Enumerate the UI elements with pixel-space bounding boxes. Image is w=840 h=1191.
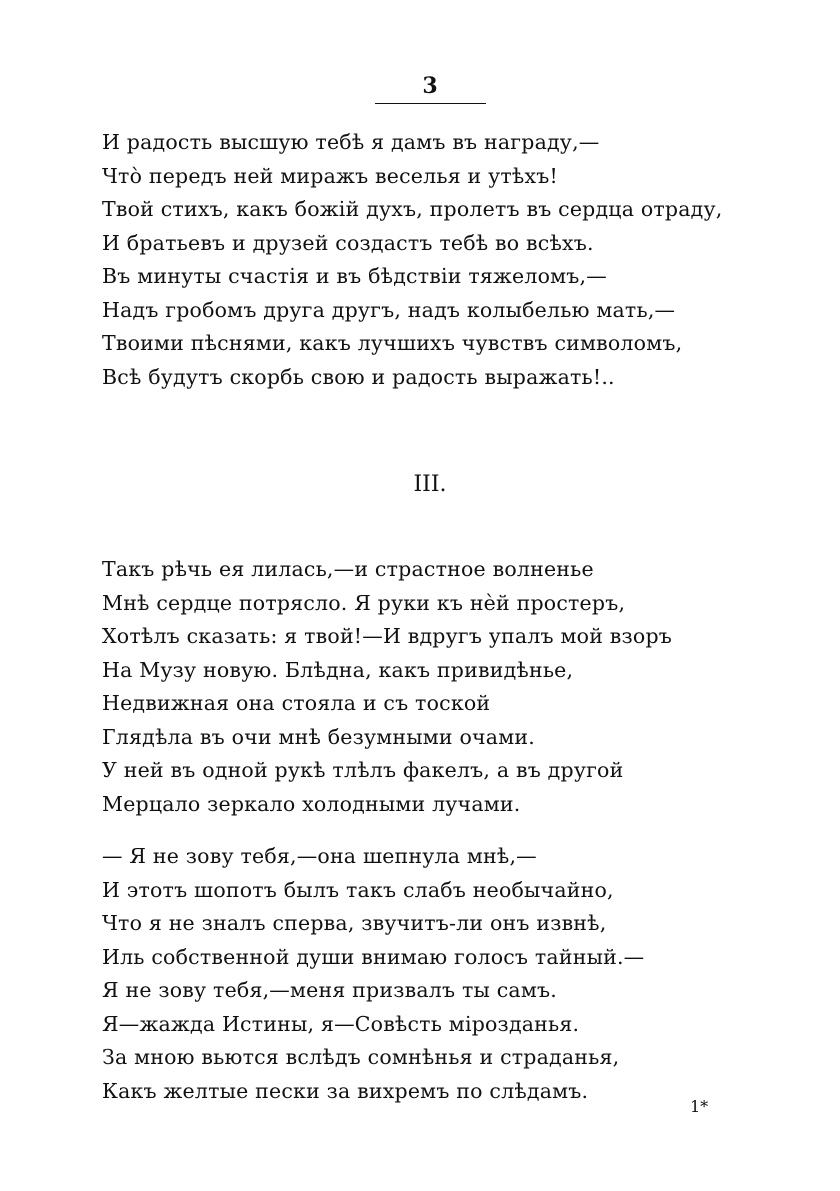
verse-line: Глядѣла въ очи мнѣ безумными очами. [102, 724, 535, 749]
stanza-1 [102, 126, 722, 394]
verse-line: Недвижная она стояла и съ тоской [102, 691, 491, 715]
stanza-2 [102, 553, 672, 821]
verse-line: Мерцало зеркало холодными лучами. [102, 791, 521, 816]
verse-line: Въ минуты счастія и въ бѣдствіи тяжеломъ,— [102, 264, 607, 288]
verse-line: Я не зову тебя,—меня призвалъ ты самъ. [102, 978, 557, 1002]
stanza-3 [102, 840, 644, 1108]
verse-line: Твой стихъ, какъ божій духъ, пролетъ въ сердца отраду, [102, 197, 723, 221]
verse-line: У ней въ одной рукѣ тлѣлъ факелъ, а въ другой [102, 758, 624, 782]
verse-line: — Я не зову тебя,—она шепнула мнѣ,— [102, 844, 537, 868]
verse-line: Всѣ будутъ скорбь свою и радость выражать!.. [102, 364, 615, 389]
verse-line: Такъ рѣчь ея лилась,—и страстное волненье [102, 557, 594, 581]
verse-line: Что̀ передъ ней миражъ веселья и утѣхъ! [102, 163, 558, 188]
verse-line: И братьевъ и друзей создастъ тебѣ во всѣхъ. [102, 230, 594, 255]
verse-line: Иль собственной души внимаю голосъ тайный.— [102, 944, 645, 969]
verse-line: Мнѣ сердце потрясло. Я руки къ нѐй простеръ, [102, 590, 626, 615]
verse-line: Что я не зналъ сперва, звучитъ-ли онъ извнѣ, [102, 911, 607, 935]
verse-line: И этотъ шопотъ былъ такъ слабъ необычайно, [102, 877, 614, 902]
verse-line: На Музу новую. Блѣдна, какъ привидѣнье, [102, 657, 574, 682]
verse-line: За мною вьются вслѣдъ сомнѣнья и страданья, [102, 1045, 620, 1069]
verse-line: И радость высшую тебѣ я дамъ въ награду,— [102, 130, 600, 154]
verse-line: Хотѣлъ сказать: я твой!—И вдругъ упалъ мой взоръ [102, 624, 673, 648]
verse-line: Я—жажда Истины, я—Совѣсть мірозданья. [102, 1011, 580, 1036]
verse-line: Надъ гробомъ друга другъ, надъ колыбелью мать,— [102, 297, 676, 322]
signature-mark: 1* [690, 1097, 709, 1116]
section-heading: III. [413, 472, 447, 497]
page-number: 3 [422, 73, 438, 99]
verse-line: Твоими пѣснями, какъ лучшихъ чувствъ символомъ, [102, 331, 683, 355]
header-rule [375, 103, 486, 104]
verse-line: Какъ желтые пески за вихремъ по слѣдамъ. [102, 1078, 589, 1103]
